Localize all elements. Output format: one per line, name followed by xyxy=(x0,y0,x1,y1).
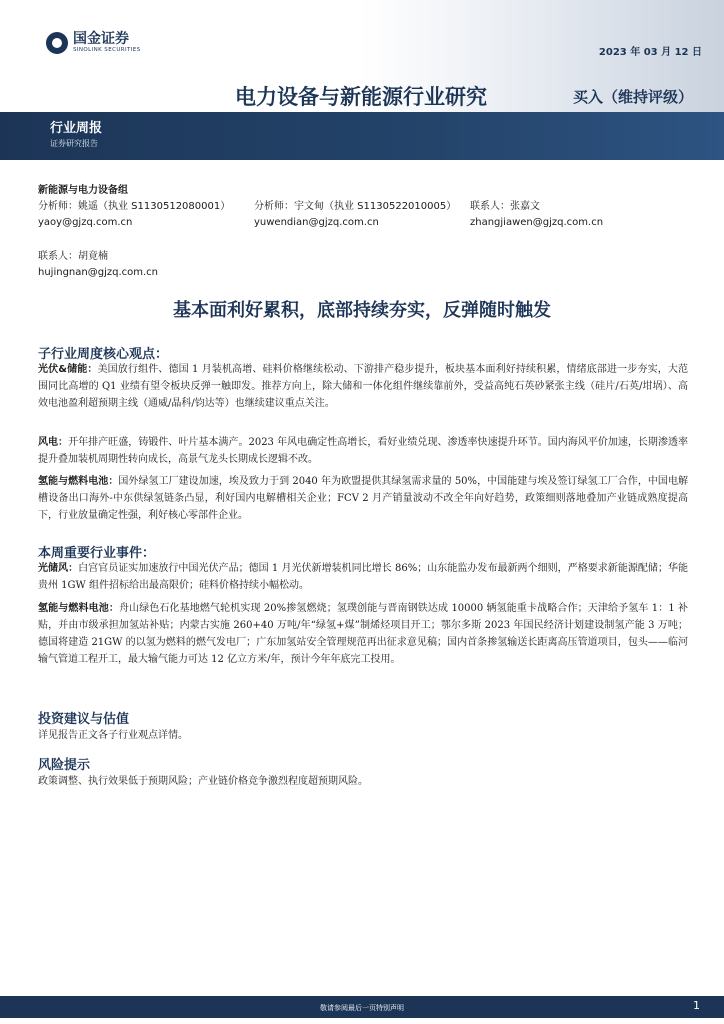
pv-storage-lead: 光伏&储能： xyxy=(38,364,98,375)
risk-heading: 风险提示 xyxy=(38,758,91,773)
logo-icon xyxy=(46,32,68,54)
investment-heading: 投资建议与估值 xyxy=(38,712,130,727)
header-band xyxy=(0,112,724,160)
report-date: 2023 年 03 月 12 日 xyxy=(598,47,702,58)
event-pv-text: 白宫官员证实加速放行中国光伏产品；德国 1 月光伏新增装机同比增长 86%；山东能监办发布最新两个细则，严格要求新能源配储；华能贵州 1GW 组件招标给出最高限价；硅料价格持续小幅松动。 xyxy=(38,563,689,591)
risk-text: 政策调整、执行效果低于预期风险；产业链价格竞争激烈程度超预期风险。 xyxy=(38,776,368,787)
logo-name-en: SINOLINK SECURITIES xyxy=(73,47,141,53)
pv-storage-text: 美国放行组件、德国 1 月装机高增、硅料价格继续松动、下游排产稳步提升，板块基本面利好持续积累，情绪底部进一步夯实，大范围同比高增的 Q1 业绩有望令板块反弹一触即发。推荐方向上，除大储和一体化组件继续靠前外，受益高纯石英砂紧张主线（硅片/石英/坩埚）、高效电池盈利超预期主线（通威/晶科/钧达等）也继续建议重点关注。 xyxy=(38,364,688,409)
wind-lead: 风电： xyxy=(38,437,69,448)
analyst-1-email[interactable]: yaoy@gjzq.com.cn xyxy=(38,217,133,228)
analyst-1: 分析师：姚遥（执业 S1130512080001） xyxy=(38,201,231,212)
report-title: 电力设备与新能源行业研究 xyxy=(235,85,487,109)
analyst-2-email[interactable]: yuwendian@gjzq.com.cn xyxy=(254,217,379,228)
report-header xyxy=(0,0,724,160)
event-hydrogen-paragraph xyxy=(38,600,688,668)
wind-paragraph xyxy=(38,434,688,468)
report-type: 证券研究报告 xyxy=(50,139,98,148)
wind-text: 开年排产旺盛，铸锻件、叶片基本满产。2023 年风电确定性高增长，看好业绩兑现、渗透率快速提升环节。国内海风平价加速，长期渗透率提升叠加装机周期性转向成长，高景气龙头长期成长逻辑不改。 xyxy=(38,437,688,465)
company-logo xyxy=(46,32,141,54)
contact-2-email[interactable]: hujingnan@gjzq.com.cn xyxy=(38,267,158,278)
event-hydrogen-text: 舟山绿色石化基地燃气轮机实现 20%掺氢燃烧；氢璞创能与晋南钢铁达成 10000 辆氢能重卡战略合作；天津给予氢车 1：1 补贴，并由市级承担加氢站补贴；内蒙古实施 260+40 万吨/年“绿氢+煤”制烯烃项目开工；鄂尔多斯 2023 年国民经济计划建设制氢产能 3 万吨；德国将建造 21GW 的以氢为燃料的燃气发电厂；广东加氢站安全管理规范再出征求意见稿；国内首条掺氢输送长距离高压管道项目，包头——临河输气管道工程开工，最大输气能力可达 12 亿立方米/年，预计今年年底完工投用。 xyxy=(38,603,689,665)
event-hydrogen-lead: 氢能与燃料电池： xyxy=(38,603,119,614)
page-number: 1 xyxy=(693,999,700,1012)
logo-name-cn: 国金证券 xyxy=(73,31,129,47)
contact-1: 联系人：张嘉文 xyxy=(470,201,540,212)
pv-storage-paragraph xyxy=(38,361,688,412)
analyst-2: 分析师：宇文甸（执业 S1130522010005） xyxy=(254,201,457,212)
hydrogen-paragraph xyxy=(38,473,688,524)
contact-1-email[interactable]: zhangjiawen@gjzq.com.cn xyxy=(470,217,604,228)
investment-text: 详见报告正文各子行业观点详情。 xyxy=(38,730,188,741)
hydrogen-lead: 氢能与燃料电池： xyxy=(38,476,119,487)
research-group: 新能源与电力设备组 xyxy=(38,185,128,196)
analyst-block xyxy=(38,183,604,281)
event-pv-paragraph xyxy=(38,560,688,594)
event-pv-lead: 光储风： xyxy=(38,563,79,574)
events-heading: 本周重要行业事件： xyxy=(38,546,156,561)
report-category: 行业周报 xyxy=(50,121,103,136)
core-views-heading: 子行业周度核心观点： xyxy=(38,347,169,362)
hydrogen-text: 国外绿氢工厂建设加速，埃及致力于到 2040 年为欧盟提供其绿氢需求量的 50%，中国能建与埃及签订绿氢工厂合作，中国电解槽设备出口海外-中东供绿氢链条凸显，利好国内电解槽相关企业；FCV 2 月产销量波动不改全年向好趋势，政策细则落地叠加产业链成熟度提高下，行业放量确定性强，利好核心零部件企业。 xyxy=(38,476,688,521)
rating-badge: 买入（维持评级） xyxy=(573,88,694,106)
contact-2: 联系人：胡竟楠 xyxy=(38,251,108,262)
footer-disclaimer[interactable]: 敬请参阅最后一页特别声明 xyxy=(320,1004,404,1012)
report-headline: 基本面利好累积，底部持续夯实，反弹随时触发 xyxy=(173,300,551,321)
